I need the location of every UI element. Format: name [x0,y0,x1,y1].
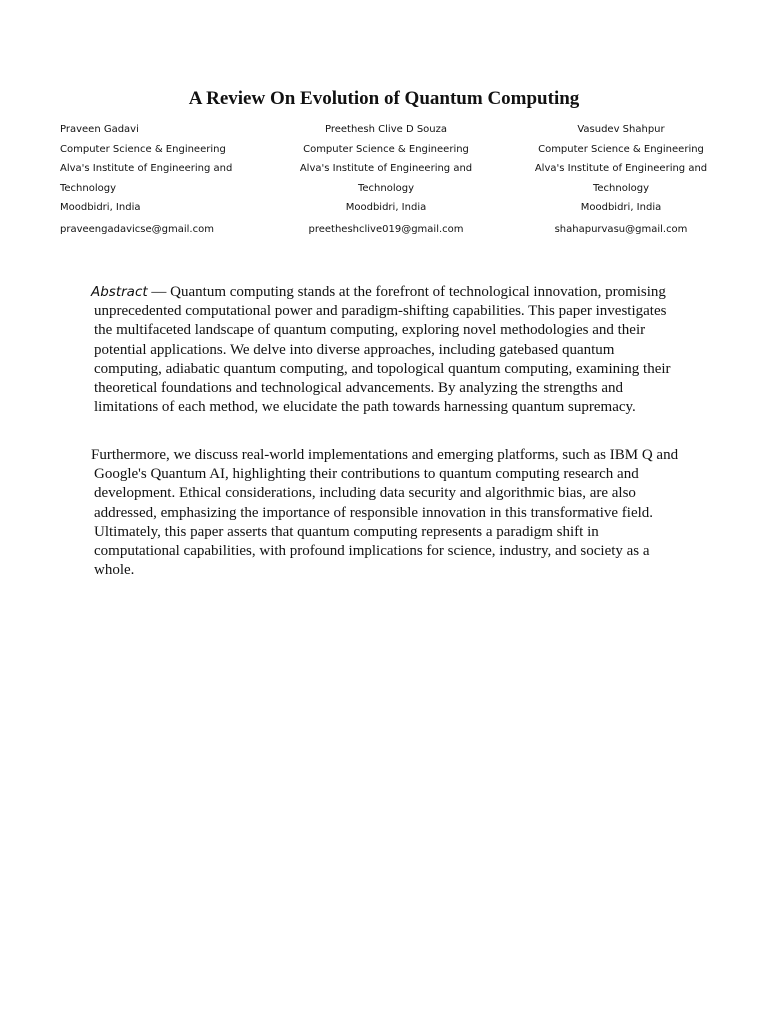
author-email: preetheshclive019@gmail.com [308,223,464,235]
author-email: praveengadavicse@gmail.com [60,223,214,235]
author-department: Computer Science & Engineering [60,143,226,155]
author-location: Moodbidri, India [580,202,662,214]
abstract-label: Abstract [91,284,148,300]
author-institute: Alva's Institute of Engineering and [299,163,473,175]
author-block-1 [60,120,260,240]
author-block-2 [286,120,486,240]
author-name: Vasudev Shahpur [577,124,665,135]
author-department: Computer Science & Engineering [303,143,469,155]
abstract-text-1: Quantum computing stands at the forefront of technological innovation, promising unprecedented computational power and paradigm-shifting capabilities. This paper investigates the multifaceted landscape of quantum computing, exploring novel methodologies and their potential applications. We delve into diverse approaches, including gatebased quantum computing, adiabatic quantum computing, and topological quantum computing, examining their theoretical foundations and technological advancements. By analyzing the strengths and limitations of each method, we elucidate the path towards harnessing quantum supremacy. [94,284,671,416]
author-location: Moodbidri, India [60,202,141,214]
author-institute-cont: Technology [60,182,117,194]
abstract-text-2: Furthermore, we discuss real-world implementations and emerging platforms, such as IBM Q and Google's Quantum AI, highlighting their contributions to quantum computing research and development. Ethical considerations, including data security and algorithmic bias, are also addressed, emphasizing the importance of responsible innovation in this transformative field. Ultimately, this paper asserts that quantum computing represents a paradigm shift in computational capabilities, with profound implications for science, industry, and society as a whole. [91,447,679,579]
author-institute-cont: Technology [357,182,414,194]
abstract-paragraph-2 [91,446,680,580]
author-email: shahapurvasu@gmail.com [554,223,688,235]
author-location: Moodbidri, India [345,202,427,214]
author-department: Computer Science & Engineering [538,143,704,155]
abstract-dash: — [147,284,171,300]
author-institute: Alva's Institute of Engineering and [534,163,708,175]
author-block-3 [520,120,722,240]
paper-title: A Review On Evolution of Quantum Computing [188,88,580,109]
author-name: Praveen Gadavi [60,124,139,135]
author-institute: Alva's Institute of Engineering and [60,163,233,175]
abstract-paragraph-1 [91,283,680,417]
author-institute-cont: Technology [592,182,649,194]
author-name: Preethesh Clive D Souza [324,124,448,135]
